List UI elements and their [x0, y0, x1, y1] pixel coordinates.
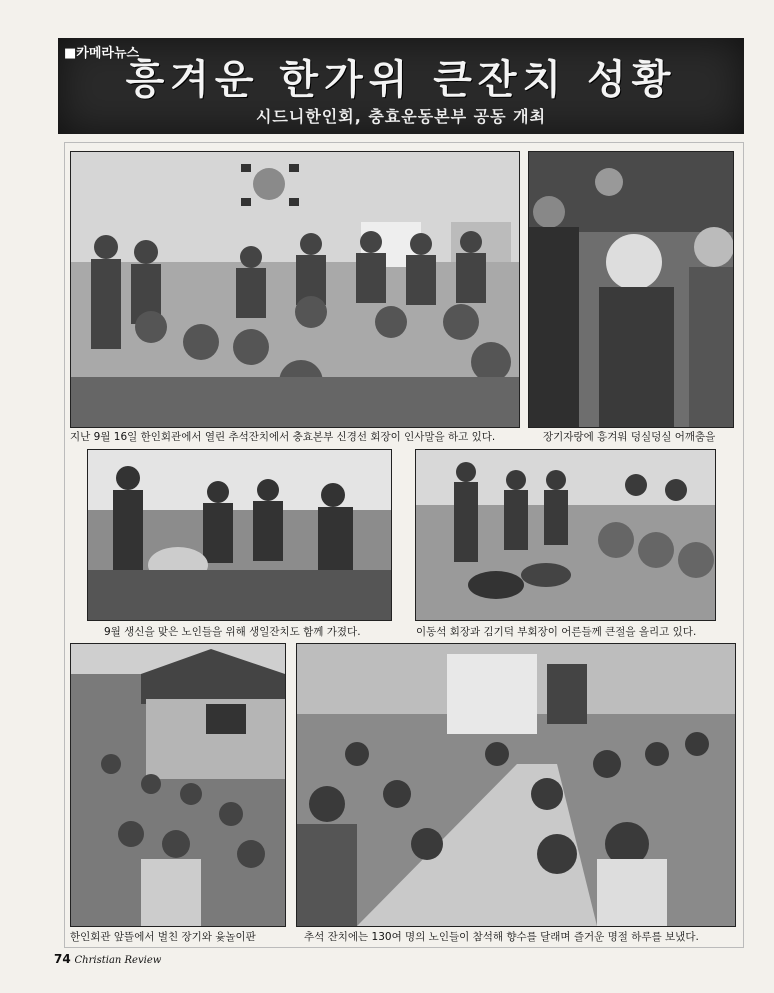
caption-photo6: 추석 잔치에는 130여 명의 노인들이 참석해 향수를 달래며 즐거운 명절 하루를 보냈다.: [304, 931, 699, 943]
caption-photo2: 장기자랑에 흥겨워 덩실덩실 어깨춤을: [543, 431, 716, 443]
subheadline: 시드니한인회, 충효운동본부 공동 개최: [255, 107, 547, 126]
photo-feast: [296, 643, 736, 927]
caption-photo5: 한인회관 앞뜰에서 벌친 장기와 윷놀이판: [70, 931, 256, 943]
caption-photo3: 9월 생신을 맞은 노인들을 위해 생일잔치도 함께 가졌다.: [104, 626, 361, 638]
caption-photo4: 이동석 회장과 김기덕 부회장이 어른들께 큰절을 올리고 있다.: [416, 626, 697, 638]
headline: 흥겨운 한가위 큰잔치 성황: [125, 56, 677, 103]
page-number: 74: [54, 952, 71, 966]
page-footer: [54, 952, 161, 966]
photo-birthday: [87, 449, 392, 621]
photo-dance: [528, 151, 734, 428]
section-tag: ■카메라뉴스: [64, 46, 140, 61]
magazine-name: Christian Review: [74, 955, 162, 966]
photo-yard: [70, 643, 286, 927]
caption-photo1: 지난 9월 16일 한인회관에서 열린 추석잔치에서 충효본부 신경선 회장이 인사말을 하고 있다.: [70, 431, 496, 443]
photo-bowing: [415, 449, 716, 621]
photo-speech: [70, 151, 520, 428]
article-header: [58, 38, 744, 134]
